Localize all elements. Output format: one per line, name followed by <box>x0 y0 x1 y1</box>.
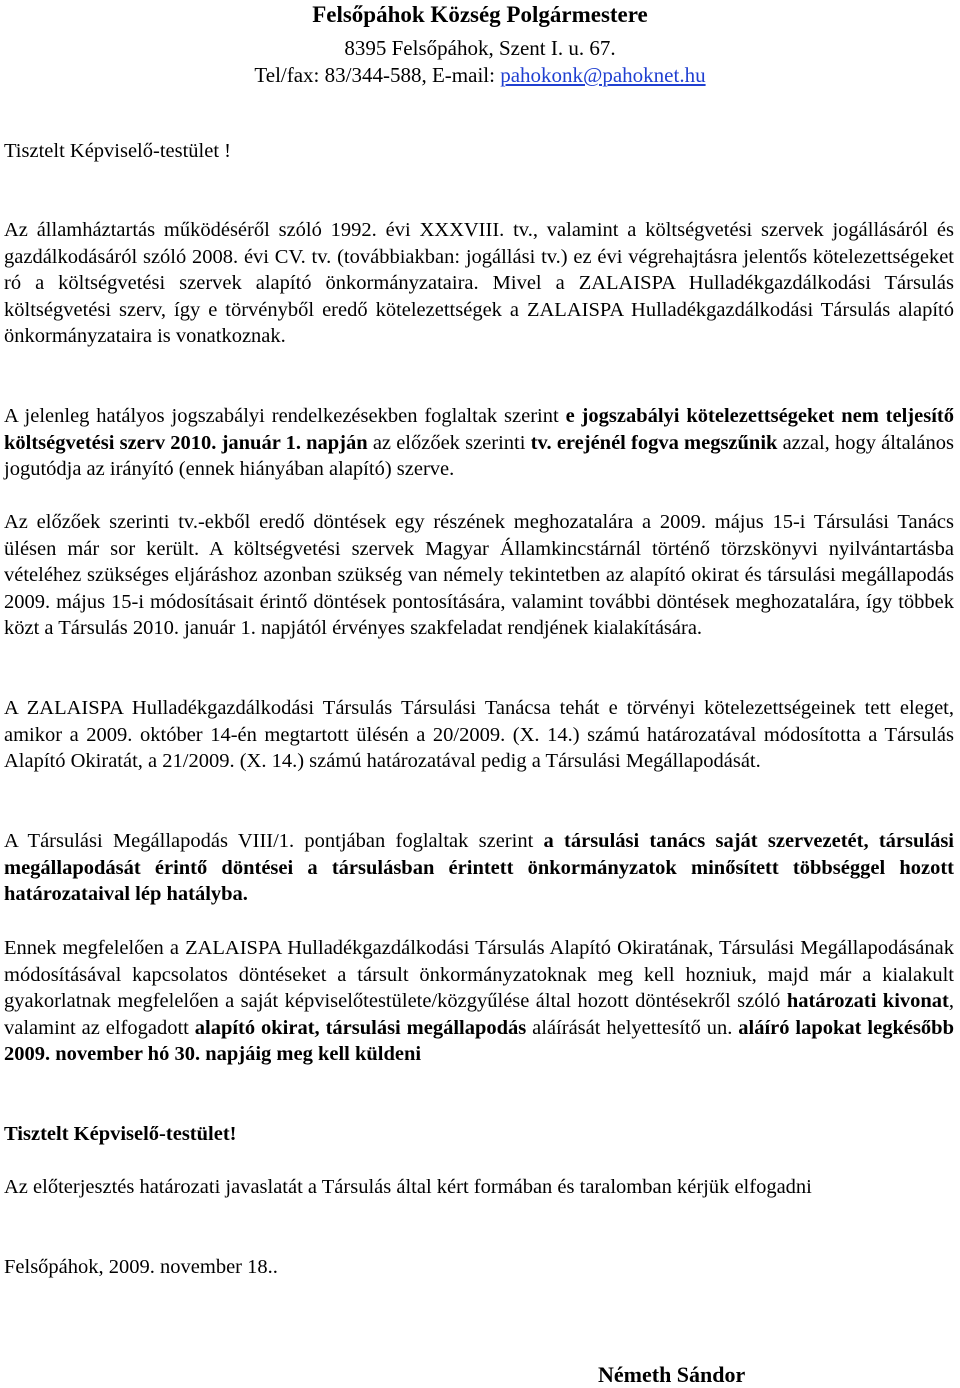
paragraph-7: Az előterjesztés határozati javaslatát a Társulás által kért formában és taralomban kérjük elfogadni <box>4 1176 812 1198</box>
paragraph-2 <box>4 403 954 483</box>
p2-a: A jelenleg hatályos jogszabályi rendelkezésekben foglaltak szerint <box>4 405 566 427</box>
p6-e: aláírását helyettesítő un. <box>526 1016 739 1039</box>
p6-a: Ennek megfelelően a ZALAISPA Hulladékgazdálkodási Társulás Alapító Okiratának, Társulási Megállapodásának módosításával kapcsolatos döntéseket a társult önkormányzatoknak meg kell hozniuk, majd már a kialakult gyakorlatnak megfelelően a saját képviselőtestülete/közgyűlése által hozott döntésekről szóló <box>4 937 954 1012</box>
greeting: Tisztelt Képviselő-testület ! <box>4 140 231 162</box>
signature-name: Németh Sándor <box>598 1362 746 1387</box>
paragraph-5 <box>4 828 954 908</box>
letterhead-address: 8395 Felsőpáhok, Szent I. u. 67. <box>344 36 616 60</box>
greeting-2: Tisztelt Képviselő-testület! <box>4 1123 237 1145</box>
paragraph-1 <box>4 217 954 350</box>
p2-c: az előzőek szerinti <box>367 431 531 454</box>
place-date: Felsőpáhok, 2009. november 18.. <box>4 1256 278 1278</box>
p5-a: A Társulási Megállapodás VIII/1. pontjában foglaltak szerint <box>4 830 544 852</box>
paragraph-1-text: Az államháztartás működéséről szóló 1992. évi XXXVIII. tv., valamint a költségvetési szervek jogállásáról és gazdálkodásáról szóló 2008. évi CV. tv. (továbbiakban: jogállási tv.) ez évi végrehajtásra jelentős kötelezettségeket ró a költségvetési szervek alapító önkormányzataira. <box>4 219 954 294</box>
p6-c: , valamint az elfogadott <box>4 990 955 1039</box>
paragraph-3: Az előzőek szerinti tv.-ekből eredő döntések egy részének meghozatalára a 2009. május 15-i Társulási Tanács ülésen már sor került. A költségvetési szervek Magyar Államkincstárnál történő törzskönyvi nyilvántartásba vételéhez szükséges eljáráshoz azonban szükség van némely tekintetben az alapító okirat és társulási megállapodás 2009. május 15-i módosításait érintő döntések pontosítására, valamint további döntések meghozatalára, így többek közt a Társulás 2010. január 1. napjától érvényes szakfeladat rendjének kialakítására. <box>4 511 954 639</box>
email-link[interactable]: pahokonk@pahoknet.hu <box>500 63 706 87</box>
p2-b: e jogszabályi kötelezettségeket nem teljesítő költségvetési szerv 2010. január 1. napján <box>4 405 954 454</box>
p6-b: határozati kivonat <box>786 990 949 1012</box>
p2-e: azzal, hogy általános jogutódja az irányító (ennek hiányában alapító) szerve. <box>4 431 954 480</box>
p6-f: aláíró lapokat legkésőbb 2009. november hó 30. napjáig meg kell küldeni <box>4 1016 954 1065</box>
letterhead-contact <box>0 63 960 88</box>
paragraph-4: A ZALAISPA Hulladékgazdálkodási Társulás Társulási Tanácsa tehát e törvényi kötelezettségeinek tett eleget, amikor a 2009. október 14-én megtartott ülésén a 20/2009. (X. 14.) számú határozatával módosította a Társulás Alapító Okiratát, a 21/2009. (X. 14.) számú határozatával pedig a Társulási Megállapodását. <box>4 697 954 772</box>
p2-d: tv. erejénél fogva megszűnik <box>530 431 778 454</box>
p5-b: a társulási tanács saját szervezetét, társulási megállapodását érintő döntései a társulásban érintett önkormányzatok minősített többséggel hozott határozataival lép hatályba. <box>4 830 954 905</box>
letterhead-title: Felsőpáhok Község Polgármestere <box>312 2 648 27</box>
contact-prefix: Tel/fax: 83/344-588, E-mail: <box>254 63 501 87</box>
paragraph-6 <box>4 935 954 1068</box>
paragraph-1-text-2: Mivel a ZALAISPA Hulladékgazdálkodási Társulás költségvetési szerv, így e törvényből eredő kötelezettségek a ZALAISPA Hulladékgazdálkodási Társulás alapító önkormányzataira is vonatkoznak. <box>4 272 954 347</box>
p6-d: alapító okirat, társulási megállapodás <box>194 1016 527 1039</box>
